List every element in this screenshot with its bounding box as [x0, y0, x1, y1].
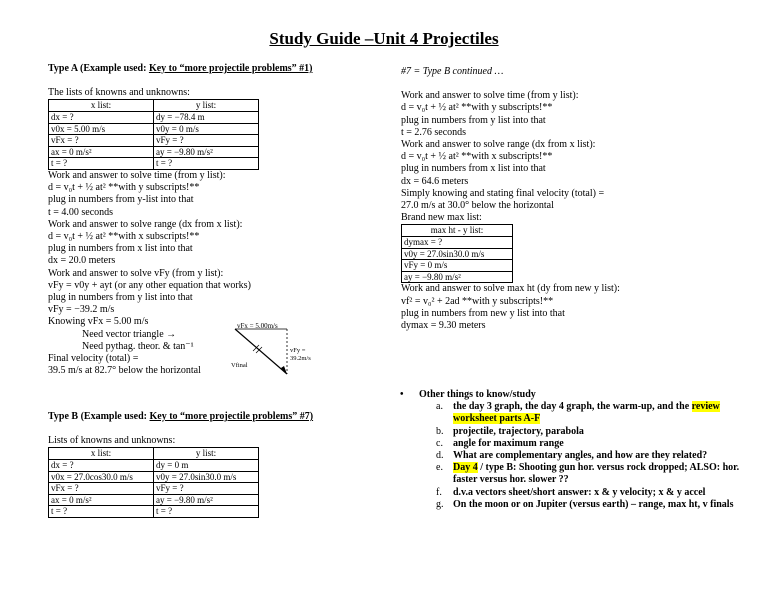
text-line: Work and answer to solve range (dx from x list):	[401, 139, 596, 151]
table-cell: ay = −9.80 m/s²	[154, 494, 259, 506]
text-line: Final velocity (total) =	[48, 353, 139, 365]
text-line: Work and answer to solve vFy (from y list):	[48, 267, 224, 279]
table-cell: v0x = 27.0cos30.0 m/s	[49, 471, 154, 483]
table-cell: dx = ?	[49, 112, 154, 124]
table-cell: dx = ?	[49, 460, 154, 472]
type-a-lists-label: The lists of knowns and unknowns:	[48, 87, 190, 99]
text-line: d = v₀t + ½ at² **with x subscripts!**	[401, 151, 553, 163]
table-row	[49, 506, 259, 518]
text-line: plug in numbers from new y list into that	[401, 307, 565, 319]
table-cell: v0y = 0 m/s	[154, 123, 259, 135]
text-line: t = 4.00 seconds	[48, 206, 114, 218]
text-line: plug in numbers from y list into that	[48, 292, 193, 303]
list-item: c. angle for maximum range	[436, 437, 564, 449]
type-b-section	[48, 411, 383, 518]
text-line: 27.0 m/s at 30.0° below the horizontal	[401, 200, 554, 212]
vector-triangle-diagram	[229, 322, 319, 382]
table-header: x list:	[49, 448, 154, 460]
table-cell: dymax = ?	[402, 237, 513, 249]
table-row	[402, 248, 513, 260]
table-cell: dy = −78.4 m	[154, 112, 259, 124]
text-line: Work and answer to solve time (from y list):	[48, 169, 226, 181]
table-cell: t = ?	[49, 158, 154, 170]
table-cell: vFy = ?	[154, 135, 259, 147]
list-item: a. the day 3 graph, the day 4 graph, the warm-up, and the review worksheet parts A-F	[436, 401, 720, 425]
text-line: t = 2.76 seconds	[401, 126, 467, 138]
table-row	[49, 158, 259, 170]
table-cell: v0y = 27.0sin30.0 m/s	[402, 248, 513, 260]
table-header: y list:	[154, 100, 259, 112]
text-line: dymax = 9.30 meters	[401, 320, 486, 332]
text-line: vFy = v0y + ayt (or any other equation that works)	[48, 279, 251, 291]
type-b-lists-label: Lists of knowns and unknowns:	[48, 435, 176, 447]
table-cell: ay = −9.80 m/s²	[154, 146, 259, 158]
vfy-value-label: 39.2m/s	[290, 355, 311, 362]
type-a-section	[48, 63, 383, 377]
table-cell: t = ?	[49, 506, 154, 518]
table-cell: vFy = 0 m/s	[402, 260, 513, 272]
vfx-label: vFx = 5.00m/s	[237, 322, 278, 330]
list-item: e. Day 4 / type B: Shooting gun hor. versus rock dropped; ALSO: hor. faster versus hor. slower ??	[436, 462, 740, 486]
text-line: plug in numbers from x list into that	[401, 163, 546, 175]
type-b-table	[48, 447, 259, 518]
text-line: plug in numbers from y-list into that	[48, 194, 194, 206]
table-row	[402, 271, 513, 283]
sub-list	[419, 401, 746, 511]
table-row	[49, 146, 259, 158]
text-line: dx = 64.6 meters	[401, 175, 469, 187]
table-cell: t = ?	[154, 506, 259, 518]
list-item	[401, 389, 746, 511]
text-line: vFy = −39.2 m/s	[48, 304, 115, 316]
text-line: Simply knowing and stating final velocity (total) =	[401, 187, 605, 199]
text-line: Knowing vFx = 5.00 m/s	[48, 316, 149, 328]
table-cell: dy = 0 m	[154, 460, 259, 472]
table-row	[49, 494, 259, 506]
type-b-header: Type B (Example used: Key to “more projectile problems” #7)	[48, 411, 314, 422]
text-line: Work and answer to solve max ht (dy from new y list):	[401, 283, 620, 295]
table-cell: t = ?	[154, 158, 259, 170]
table-cell: vFy = ?	[154, 483, 259, 495]
table-cell: vFx = ?	[49, 135, 154, 147]
table-row	[49, 483, 259, 495]
type-a-table	[48, 99, 259, 170]
text-line: dx = 20.0 meters	[48, 255, 116, 267]
list-item: d. What are complementary angles, and how are they related?	[436, 450, 708, 462]
table-cell: v0x = 5.00 m/s	[49, 123, 154, 135]
table-cell: ay = −9.80 m/s²	[402, 271, 513, 283]
list-item: b. projectile, trajectory, parabola	[436, 425, 584, 437]
table-header: max ht - y list:	[402, 225, 513, 237]
list-item: f. d.v.a vectors sheet/short answer: x & y velocity; x & y accel	[436, 486, 706, 498]
list-item: g. On the moon or on Jupiter (versus earth) – range, max ht, v finals	[436, 498, 734, 510]
type-b-continued-section	[401, 66, 741, 332]
continued-label: #7 = Type B continued …	[401, 66, 504, 77]
table-row	[49, 112, 259, 124]
text-line: plug in numbers from y list into that	[401, 114, 546, 126]
page-title: Study Guide –Unit 4 Projectiles	[269, 29, 499, 48]
table-cell: ax = 0 m/s²	[49, 494, 154, 506]
type-a-header: Type A (Example used: Key to “more projectile problems” #1)	[48, 63, 313, 74]
table-row	[402, 237, 513, 249]
table-row	[49, 460, 259, 472]
text-line: Work and answer to solve range (dx from x list):	[48, 218, 243, 230]
other-things-label: Other things to know/study	[419, 389, 536, 400]
text-line: d = v₀t + ½ at² **with x subscripts!**	[48, 230, 200, 242]
table-cell: v0y = 27.0sin30.0 m/s	[154, 471, 259, 483]
other-things-list	[401, 389, 746, 511]
vfy-label: vFy =	[290, 347, 306, 354]
text-line: Work and answer to solve time (from y list):	[401, 90, 579, 102]
vfinal-label: Vfinal	[231, 362, 248, 369]
table-row	[49, 135, 259, 147]
text-line: d = v₀t + ½ at² **with y subscripts!**	[48, 182, 200, 194]
text-line: Need vector triangle →	[82, 328, 177, 340]
table-cell: ax = 0 m/s²	[49, 146, 154, 158]
table-row	[49, 123, 259, 135]
text-line: Brand new max list:	[401, 212, 482, 224]
text-line: vf² = v₀² + 2ad **with y subscripts!**	[401, 295, 554, 307]
max-height-table	[401, 224, 513, 283]
text-line: 39.5 m/s at 82.7° below the horizontal	[48, 365, 201, 377]
table-header: y list:	[154, 448, 259, 460]
table-header: x list:	[49, 100, 154, 112]
text-line: plug in numbers from x list into that	[48, 243, 193, 255]
text-line: Need pythag. theor. & tan⁻¹	[82, 340, 194, 352]
table-row	[402, 260, 513, 272]
table-cell: vFx = ?	[49, 483, 154, 495]
table-row	[49, 471, 259, 483]
text-line: d = v₀t + ½ at² **with y subscripts!**	[401, 102, 553, 114]
